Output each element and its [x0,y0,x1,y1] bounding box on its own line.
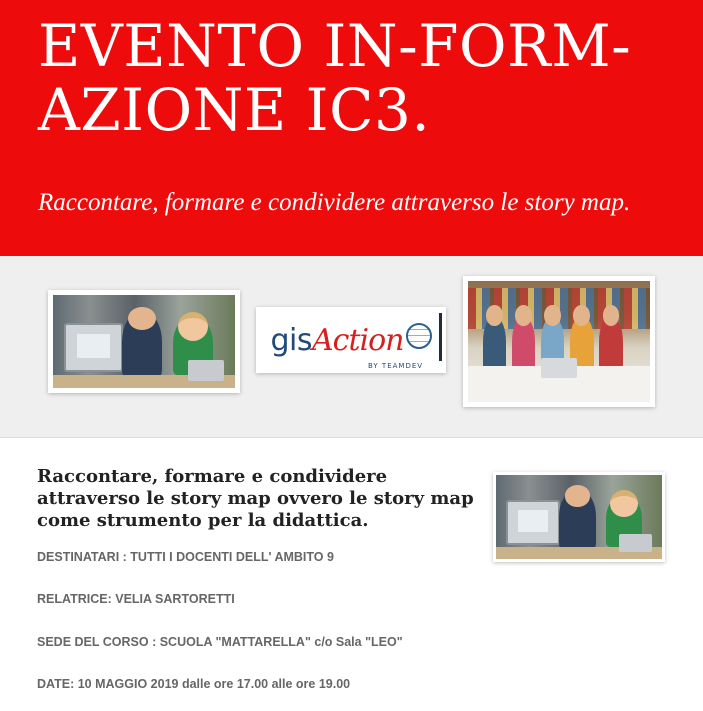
content-kids-photo-card [493,472,665,562]
logo-gis-text: gis [270,322,312,358]
laptop-shape [541,358,577,377]
info-sede: SEDE DEL CORSO : SCUOLA "MATTARELLA" c/o Sala "LEO" [37,635,403,649]
logo-sub-text: BY TEAMDEV [368,362,424,370]
info-date: DATE: 10 MAGGIO 2019 dalle ore 17.00 alle ore 19.00 [37,677,351,691]
event-header [0,0,703,256]
globe-icon [406,323,432,349]
boy-shape [559,490,596,549]
gisaction-logo [256,307,446,373]
second-laptop-shape [619,534,652,552]
student-shape [512,317,536,371]
laptop-shape [64,323,123,372]
students-photo-card [463,276,655,407]
gisaction-logo-card [256,307,446,373]
info-destinatari: DESTINATARI : TUTTI I DOCENTI DELL' AMBITO 9 [37,550,334,564]
event-title-line-1: EVENTO IN-FORM- [38,12,632,80]
event-subtitle: Raccontare, formare e condividere attraverso le story map. [38,189,631,216]
info-relatrice: RELATRICE: VELIA SARTORETTI [37,592,235,606]
logo-divider [439,313,442,361]
student-shape [599,317,623,371]
event-title [38,14,678,142]
boy-shape [122,312,162,377]
student-shape [483,317,507,371]
content-title: Raccontare, formare e condividere attraverso le story map ovvero le story map come strumento per la didattica. [37,466,474,531]
second-laptop-shape [188,360,224,380]
event-title-line-2: AZIONE IC3. [38,76,431,144]
kids-laptop-photo [53,295,235,388]
students-photo [468,281,650,402]
image-strip [0,256,703,438]
laptop-shape [506,500,560,544]
kids-photo-card [48,290,240,393]
content-kids-photo [496,475,662,559]
logo-action-text: Action [312,322,404,358]
